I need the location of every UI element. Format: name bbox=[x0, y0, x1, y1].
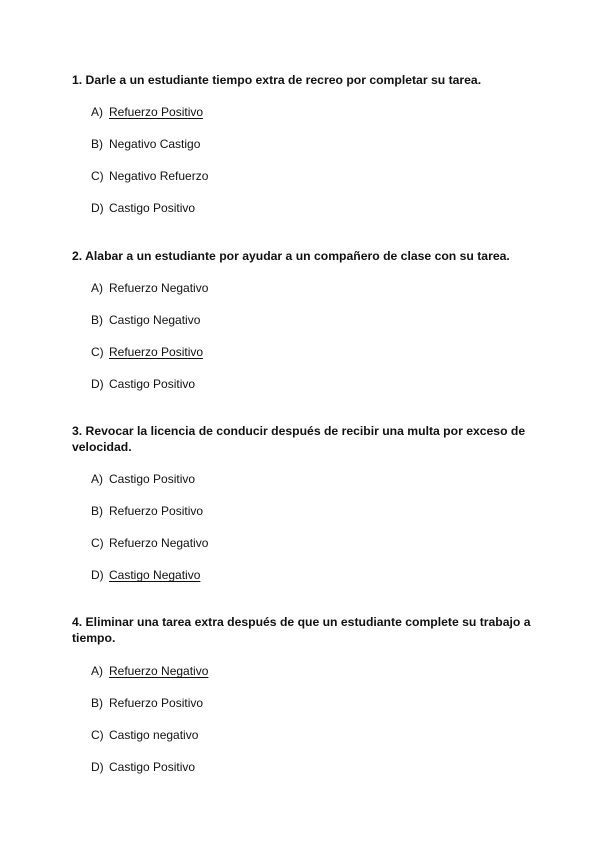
question-3-option-d[interactable] bbox=[91, 567, 200, 583]
option-text: Refuerzo Positivo bbox=[109, 105, 204, 119]
option-text: Refuerzo Negativo bbox=[109, 281, 209, 295]
option-text: Castigo Positivo bbox=[109, 760, 196, 774]
option-letter: A) bbox=[91, 281, 103, 295]
option-letter: A) bbox=[91, 472, 103, 486]
question-2-text: 2. Alabar a un estudiante por ayudar a un compañero de clase con su tarea. bbox=[72, 249, 510, 263]
option-text: Castigo Positivo bbox=[109, 472, 196, 486]
question-4-option-c[interactable] bbox=[91, 727, 198, 743]
option-letter: D) bbox=[91, 568, 104, 582]
question-2-option-b[interactable] bbox=[91, 312, 200, 328]
option-text: Castigo Positivo bbox=[109, 377, 196, 391]
option-text: Refuerzo Positivo bbox=[109, 345, 204, 359]
option-text: Refuerzo Negativo bbox=[109, 536, 209, 550]
option-letter: C) bbox=[91, 345, 104, 359]
option-letter: A) bbox=[91, 664, 103, 678]
option-text: Castigo Positivo bbox=[109, 201, 196, 215]
question-4-option-d[interactable] bbox=[91, 759, 195, 775]
option-text: Castigo Negativo bbox=[109, 313, 201, 327]
option-text: Negativo Refuerzo bbox=[109, 169, 209, 183]
option-letter: D) bbox=[91, 760, 104, 774]
question-3-text: 3. Revocar la licencia de conducir después de recibir una multa por exceso de velocidad. bbox=[72, 424, 526, 454]
question-3-option-c[interactable] bbox=[91, 535, 208, 551]
option-text: Refuerzo Negativo bbox=[109, 664, 209, 678]
option-letter: C) bbox=[91, 169, 104, 183]
option-text: Refuerzo Positivo bbox=[109, 504, 204, 518]
option-letter: C) bbox=[91, 536, 104, 550]
question-1-text: 1. Darle a un estudiante tiempo extra de recreo por completar su tarea. bbox=[72, 73, 482, 87]
option-text: Negativo Castigo bbox=[109, 137, 201, 151]
question-3-option-a[interactable] bbox=[91, 471, 195, 487]
option-letter: B) bbox=[91, 313, 103, 327]
question-4-option-b[interactable] bbox=[91, 695, 203, 711]
question-1-option-a[interactable] bbox=[91, 104, 203, 120]
question-3-option-b[interactable] bbox=[91, 503, 203, 519]
option-text: Castigo negativo bbox=[109, 728, 199, 742]
option-letter: B) bbox=[91, 137, 103, 151]
option-letter: C) bbox=[91, 728, 104, 742]
option-text: Refuerzo Positivo bbox=[109, 696, 204, 710]
question-4-text: 4. Eliminar una tarea extra después de que un estudiante complete su trabajo a tiempo. bbox=[72, 615, 531, 645]
question-2-option-d[interactable] bbox=[91, 376, 195, 392]
question-1-option-d[interactable] bbox=[91, 200, 195, 216]
option-letter: D) bbox=[91, 377, 104, 391]
option-letter: D) bbox=[91, 201, 104, 215]
question-4-option-a[interactable] bbox=[91, 663, 208, 679]
question-2-option-c[interactable] bbox=[91, 344, 203, 360]
question-1-option-c[interactable] bbox=[91, 168, 208, 184]
option-letter: B) bbox=[91, 696, 103, 710]
question-2-option-a[interactable] bbox=[91, 280, 208, 296]
question-1-option-b[interactable] bbox=[91, 136, 200, 152]
option-letter: B) bbox=[91, 504, 103, 518]
option-letter: A) bbox=[91, 105, 103, 119]
option-text: Castigo Negativo bbox=[109, 568, 201, 582]
